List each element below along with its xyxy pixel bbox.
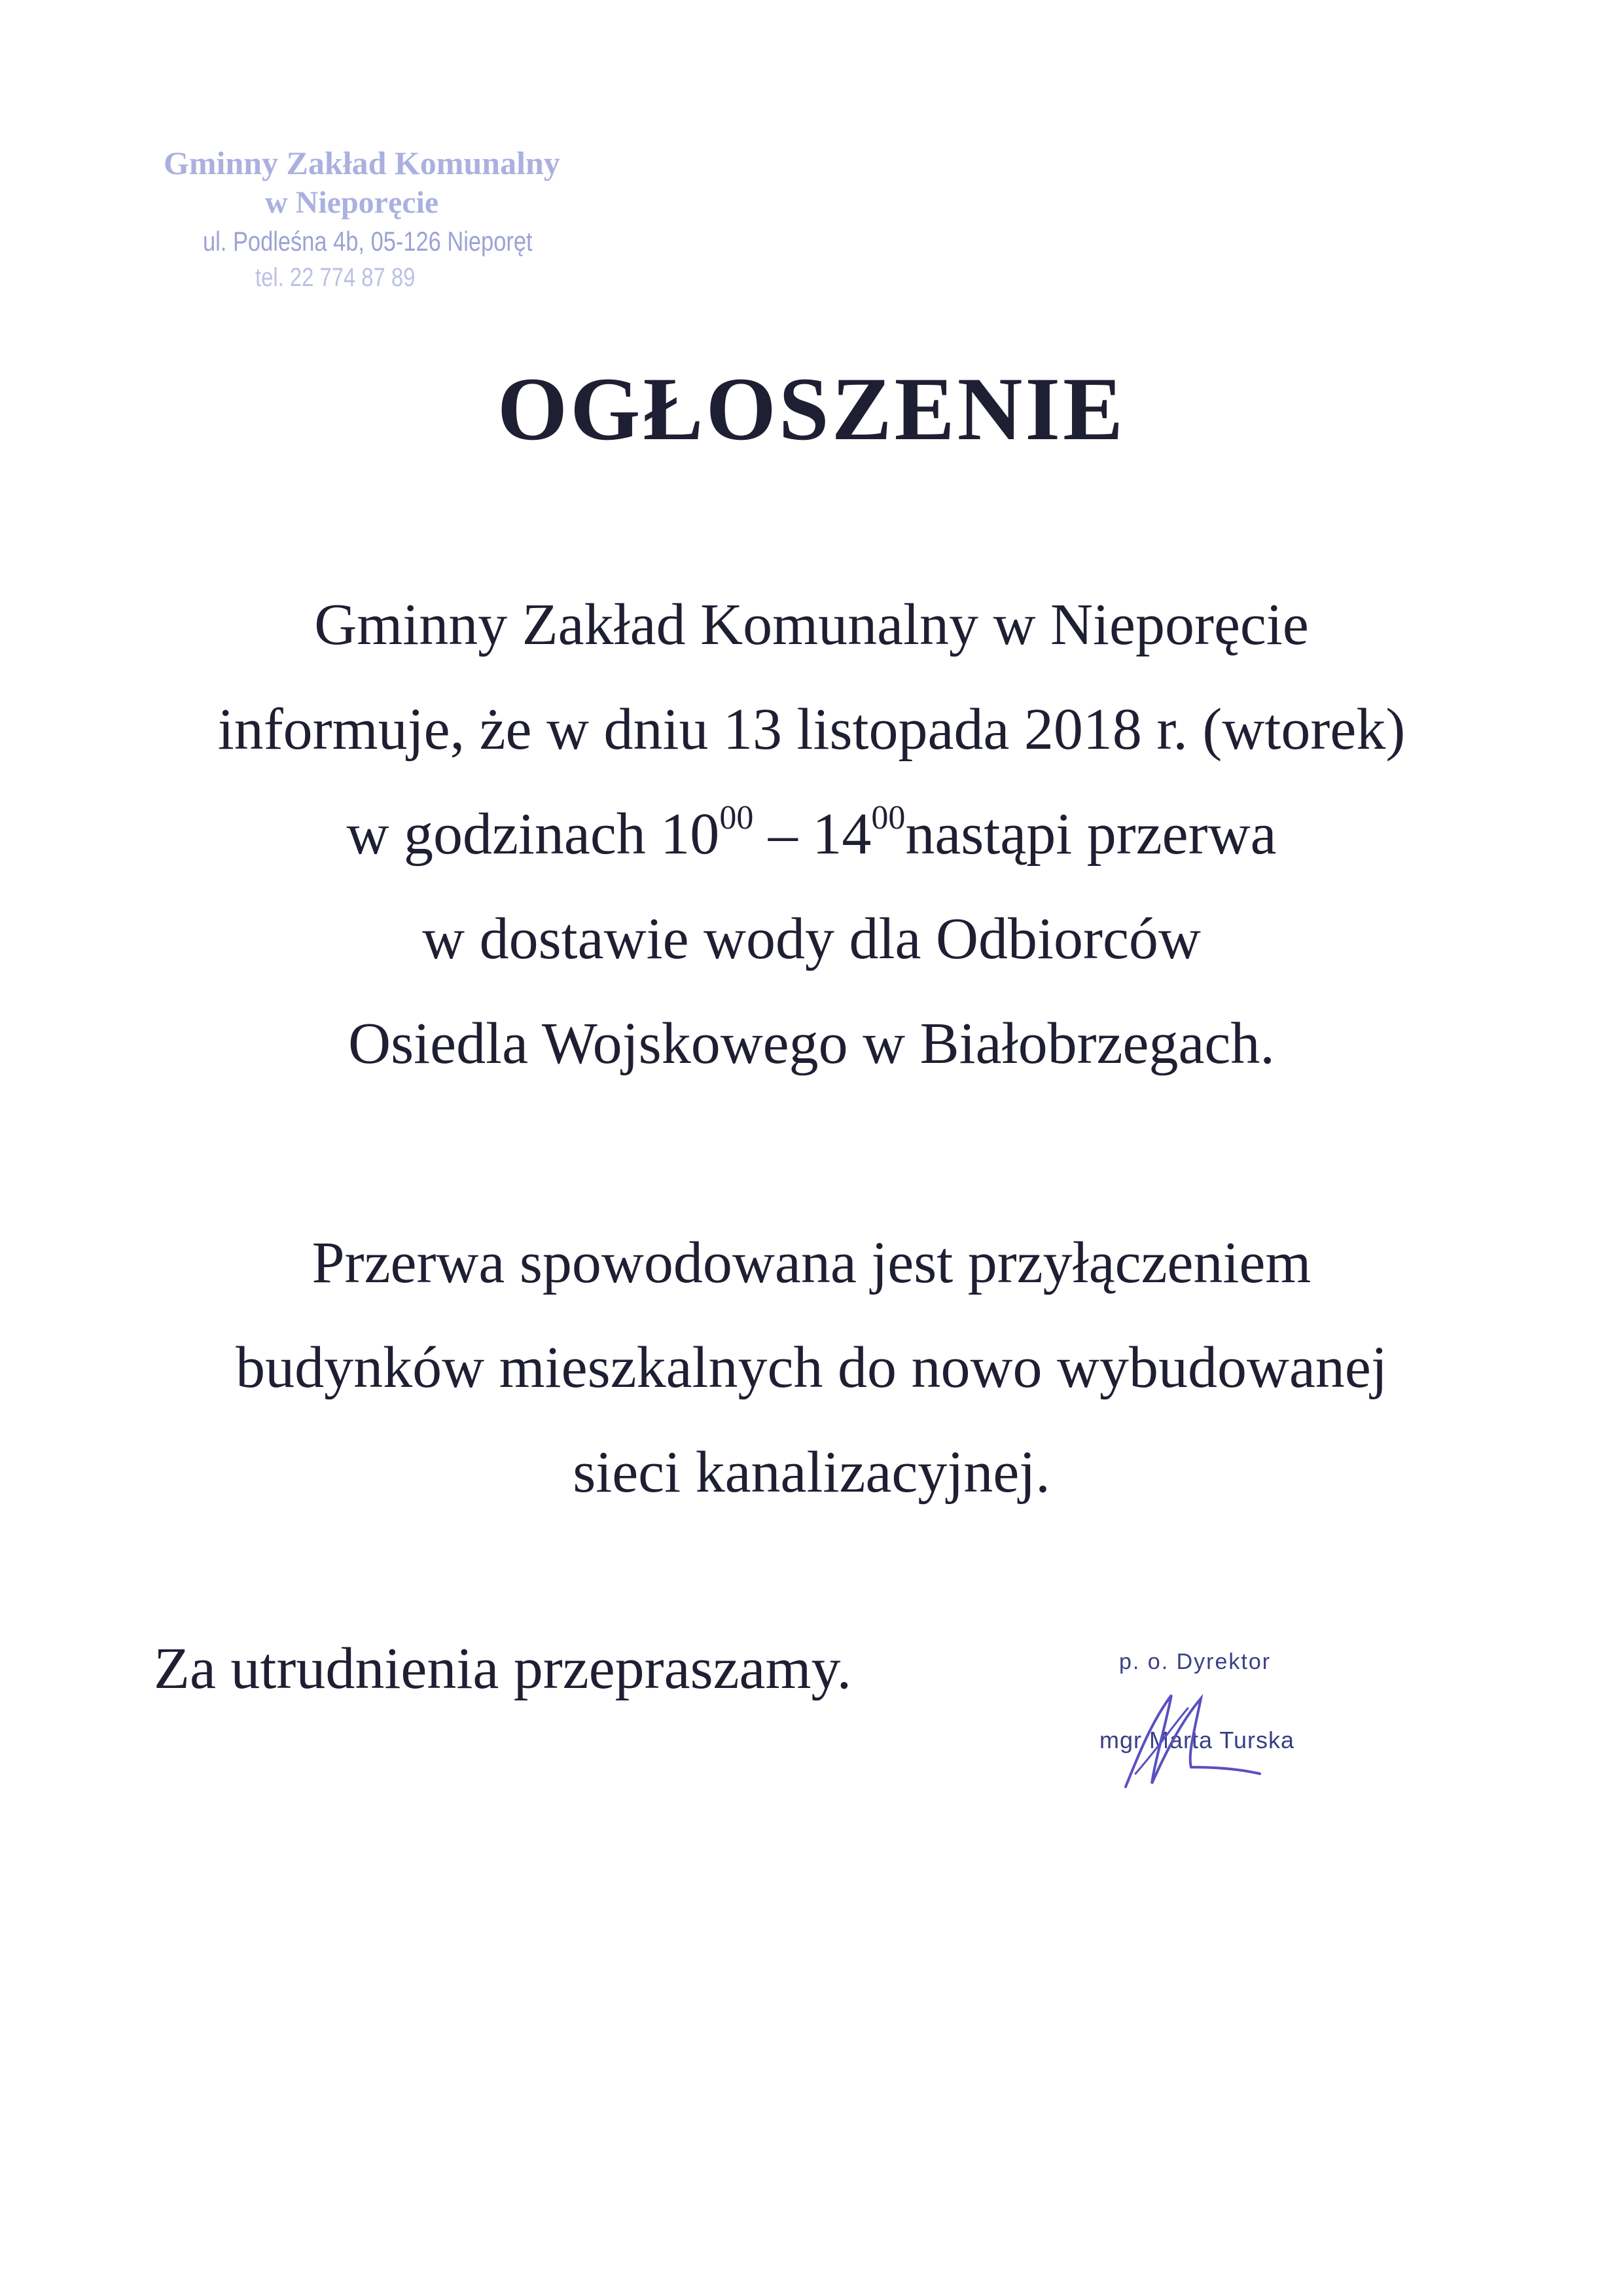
signature-block xyxy=(1073,1649,1309,1793)
hours-suffix: nastąpi przerwa xyxy=(905,802,1277,867)
paragraph-line: w dostawie wody dla Odbiorców xyxy=(422,906,1201,971)
paragraph-line: Przerwa spowodowana jest przyłączeniem xyxy=(312,1230,1311,1295)
reason-paragraph xyxy=(0,1211,1623,1525)
paragraph-line-hours xyxy=(0,782,1623,887)
paragraph-line: budynków mieszkalnych do nowo wybudowanej xyxy=(236,1335,1387,1400)
hours-start-minutes: 00 xyxy=(719,799,754,836)
hours-dash: – 14 xyxy=(753,802,872,867)
stamp-company-name: Gminny Zakład Komunalny xyxy=(164,145,560,181)
handwritten-signature-icon xyxy=(1073,1676,1309,1793)
paragraph-line: informuje, że w dniu 13 listopada 2018 r. (wtorek) xyxy=(217,697,1406,762)
paragraph-line: Osiedla Wojskowego w Białobrzegach. xyxy=(348,1011,1275,1076)
closing-apology: Za utrudnienia przepraszamy. xyxy=(154,1636,852,1701)
stamp-location: w Nieporęcie xyxy=(265,185,439,220)
paragraph-line: Gminny Zakład Komunalny w Nieporęcie xyxy=(314,592,1309,657)
stamp-phone: tel. 22 774 87 89 xyxy=(255,263,416,292)
hours-end-minutes: 00 xyxy=(871,799,906,836)
stamp-address: ul. Podleśna 4b, 05-126 Nieporęt xyxy=(203,226,533,257)
hours-prefix: w godzinach 10 xyxy=(346,802,720,867)
signature-role: p. o. Dyrektor xyxy=(1119,1649,1272,1674)
paragraph-line: sieci kanalizacyjnej. xyxy=(573,1440,1050,1505)
signature-name: mgr Marta Turska xyxy=(1099,1727,1295,1753)
announcement-paragraph xyxy=(0,573,1623,1096)
document-title: OGŁOSZENIE xyxy=(497,359,1126,459)
